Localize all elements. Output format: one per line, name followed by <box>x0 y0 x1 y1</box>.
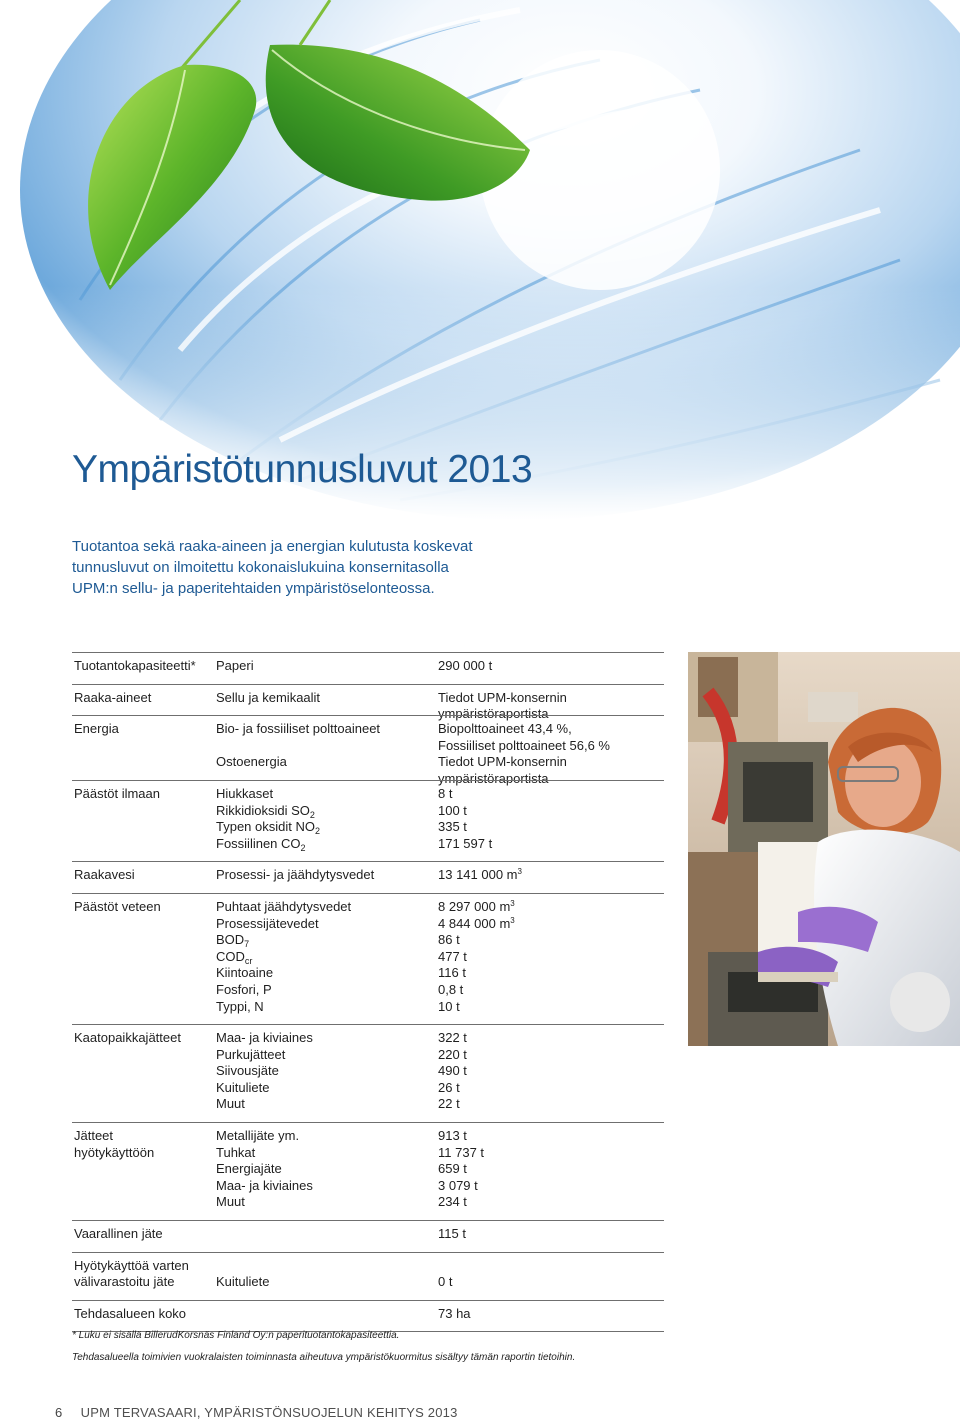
item-value <box>438 738 664 755</box>
lab-worker-illustration <box>688 652 960 1046</box>
item-name-subscript: 2 <box>300 842 306 853</box>
row-values <box>438 1258 664 1291</box>
row-values <box>438 1226 664 1243</box>
item-name-text: Typen oksidit NO <box>216 819 315 835</box>
category-label: välivarastoitu jäte <box>74 1274 175 1290</box>
item-name-subscript: 7 <box>244 939 250 950</box>
row-items <box>216 899 438 1015</box>
page-footer <box>55 1405 458 1420</box>
item-name-text: Prosessi- ja jäähdytysvedet <box>216 867 375 883</box>
intro-line: UPM:n sellu- ja paperitehtaiden ympäristöselonteossa. <box>72 580 435 597</box>
item-value-text: 322 t <box>438 1030 467 1046</box>
item-value <box>438 819 664 836</box>
row-items <box>216 1226 438 1243</box>
table-row <box>72 1252 664 1300</box>
item-name <box>216 982 438 999</box>
item-name <box>216 965 438 982</box>
item-value <box>438 1080 664 1097</box>
item-value <box>438 1030 664 1047</box>
item-value <box>438 1258 664 1275</box>
item-name-text: Hiukkaset <box>216 785 274 801</box>
item-name-text: Kuituliete <box>216 1079 270 1095</box>
item-name <box>216 738 438 755</box>
item-value <box>438 1063 664 1080</box>
item-value <box>438 1047 664 1064</box>
item-value-text: Biopolttoaineet 43,4 %, <box>438 721 572 737</box>
item-value-text: 73 ha <box>438 1305 471 1321</box>
row-items <box>216 658 438 675</box>
item-value-text: 116 t <box>438 965 466 981</box>
indicators-table <box>72 652 664 1332</box>
item-name-subscript: 2 <box>315 826 321 837</box>
item-name <box>216 949 438 966</box>
item-name-text: Energiajäte <box>216 1161 282 1177</box>
row-category <box>74 1306 214 1323</box>
item-value-text: 0,8 t <box>438 981 464 997</box>
item-value <box>438 803 664 820</box>
item-name-text: Ostoenergia <box>216 754 287 770</box>
item-value-text: 234 t <box>438 1194 467 1210</box>
item-name-text: Maa- ja kiviaines <box>216 1177 313 1193</box>
item-name-text: Muut <box>216 1096 245 1112</box>
category-label: Päästöt ilmaan <box>74 785 160 801</box>
item-value-text: 22 t <box>438 1096 460 1112</box>
item-value <box>438 1274 664 1291</box>
item-name <box>216 1128 438 1145</box>
row-values <box>438 1306 664 1323</box>
item-name <box>216 1047 438 1064</box>
item-name-text: Fosfori, P <box>216 981 272 997</box>
row-values <box>438 1128 664 1211</box>
item-value <box>438 1226 664 1243</box>
item-value-text: 11 737 t <box>438 1144 485 1160</box>
item-value <box>438 1194 664 1211</box>
item-name <box>216 1080 438 1097</box>
category-label: Energia <box>74 721 119 737</box>
row-values <box>438 658 664 675</box>
row-category <box>74 658 214 675</box>
item-value <box>438 949 664 966</box>
row-items <box>216 1258 438 1291</box>
item-value-text: Fossiiliset polttoaineet 56,6 % <box>438 737 610 753</box>
item-name <box>216 1258 438 1275</box>
page-title: Ympäristötunnusluvut 2013 <box>72 448 533 491</box>
item-value-text: Tiedot UPM-konsernin <box>438 689 567 705</box>
item-value <box>438 658 664 675</box>
item-value-superscript: 3 <box>510 915 515 925</box>
item-name-text: Paperi <box>216 658 254 673</box>
item-value-text: 290 000 t <box>438 658 493 673</box>
row-items <box>216 867 438 884</box>
item-value-text: ympäristöraportista <box>438 770 549 786</box>
item-value <box>438 916 664 933</box>
category-label: Raakavesi <box>74 867 135 883</box>
footer-text: UPM TERVASAARI, YMPÄRISTÖNSUOJELUN KEHITYS 2013 <box>80 1405 458 1420</box>
item-name <box>216 899 438 916</box>
item-name <box>216 999 438 1016</box>
item-value-text: 3 079 t <box>438 1177 478 1193</box>
item-name-text: Purkujätteet <box>216 1046 286 1062</box>
row-category <box>74 1030 214 1047</box>
item-value-text: 100 t <box>438 802 467 818</box>
row-values <box>438 867 664 884</box>
item-name <box>216 658 438 675</box>
item-name <box>216 836 438 853</box>
item-value <box>438 1128 664 1145</box>
item-value <box>438 932 664 949</box>
table-row <box>72 1024 664 1122</box>
item-name-text: Bio- ja fossiiliset polttoaineet <box>216 721 381 737</box>
item-name-text: Puhtaat jäähdytysvedet <box>216 898 352 914</box>
table-row <box>72 780 664 861</box>
table-row <box>72 861 664 893</box>
item-name <box>216 1194 438 1211</box>
item-name-text: Maa- ja kiviaines <box>216 1030 313 1046</box>
item-name <box>216 786 438 803</box>
item-name <box>216 1145 438 1162</box>
row-values <box>438 721 664 787</box>
item-name <box>216 1178 438 1195</box>
item-value-text: 913 t <box>438 1128 467 1144</box>
item-name <box>216 803 438 820</box>
item-name-text: Sellu ja kemikaalit <box>216 689 321 705</box>
item-value <box>438 1145 664 1162</box>
intro-paragraph <box>72 536 492 599</box>
item-value-text: 115 t <box>438 1226 466 1242</box>
table-row <box>72 893 664 1024</box>
table-row <box>72 652 664 684</box>
item-value-text: Tiedot UPM-konsernin <box>438 754 567 770</box>
item-name-text: Typpi, N <box>216 998 264 1014</box>
laboratory-photo <box>688 652 960 1046</box>
item-name-text: Muut <box>216 1194 245 1210</box>
row-category <box>74 1226 214 1243</box>
item-name <box>216 1274 438 1291</box>
item-name-text: Rikkidioksidi SO <box>216 802 310 818</box>
table-row <box>72 1300 664 1333</box>
item-name <box>216 819 438 836</box>
category-label: Tuotantokapasiteetti* <box>74 658 196 673</box>
item-value <box>438 836 664 853</box>
row-values <box>438 1030 664 1113</box>
item-value <box>438 1096 664 1113</box>
hero-image-birch-leaves <box>0 0 960 520</box>
category-label: Hyötykäyttöä varten <box>74 1257 189 1273</box>
item-name-text: Fossiilinen CO <box>216 835 301 851</box>
category-label: Vaarallinen jäte <box>74 1226 163 1242</box>
row-category <box>74 786 214 803</box>
footnote-tenants: Tehdasalueella toimivien vuokralaisten toiminnasta aiheutuva ympäristökuormitus sisältyy tämän raportin tietoihin. <box>72 1352 576 1363</box>
item-value <box>438 899 664 916</box>
item-name <box>216 1030 438 1047</box>
item-name <box>216 721 438 738</box>
item-value <box>438 965 664 982</box>
item-value-text: 0 t <box>438 1274 453 1290</box>
item-value-text: 335 t <box>438 819 467 835</box>
item-value <box>438 754 664 771</box>
item-value <box>438 982 664 999</box>
row-items <box>216 721 438 771</box>
item-value-superscript: 3 <box>510 898 515 908</box>
item-value-text: 8 297 000 m <box>438 898 511 914</box>
hero-illustration <box>0 0 960 520</box>
item-name <box>216 1161 438 1178</box>
table-row <box>72 1220 664 1252</box>
footnote-capacity: * Luku ei sisällä BillerudKorsnäs Finland Oy:n paperituotantokapasiteettia. <box>72 1330 400 1341</box>
item-name-text: BOD <box>216 932 245 948</box>
row-category <box>74 899 214 916</box>
row-category <box>74 721 214 738</box>
item-name-text: COD <box>216 948 245 964</box>
item-value-text: 477 t <box>438 948 467 964</box>
item-name <box>216 1306 438 1323</box>
item-name <box>216 1063 438 1080</box>
item-value <box>438 1306 664 1323</box>
item-name-text: Siivousjäte <box>216 1063 279 1079</box>
row-values <box>438 899 664 1015</box>
item-name <box>216 932 438 949</box>
item-value <box>438 786 664 803</box>
item-value-text: 26 t <box>438 1079 460 1095</box>
item-name <box>216 754 438 771</box>
intro-line: Tuotantoa sekä raaka-aineen ja energian kulutusta koskevat <box>72 538 473 555</box>
item-name-subscript: 2 <box>309 809 315 820</box>
item-name <box>216 690 438 707</box>
row-items <box>216 690 438 707</box>
item-name <box>216 1226 438 1243</box>
row-items <box>216 786 438 852</box>
item-value-text: 10 t <box>438 998 460 1014</box>
table-row <box>72 715 664 786</box>
table-row <box>72 684 664 722</box>
item-value-superscript: 3 <box>517 867 522 877</box>
item-value-text: 171 597 t <box>438 835 493 851</box>
item-value-text: 659 t <box>438 1161 467 1177</box>
category-label: Jätteet <box>74 1128 114 1144</box>
item-value <box>438 1161 664 1178</box>
item-name <box>216 867 438 884</box>
item-name-text: Kiintoaine <box>216 965 274 981</box>
item-value-text: 4 844 000 m <box>438 915 511 931</box>
item-name-text: Prosessijätevedet <box>216 915 319 931</box>
item-value <box>438 999 664 1016</box>
item-name-text: Tuhkat <box>216 1144 256 1160</box>
row-items <box>216 1128 438 1211</box>
row-items <box>216 1306 438 1323</box>
item-value <box>438 721 664 738</box>
row-category <box>74 690 214 707</box>
category-label: Päästöt veteen <box>74 898 161 914</box>
item-value-text: ympäristöraportista <box>438 706 549 722</box>
row-values <box>438 786 664 852</box>
item-value-text: 490 t <box>438 1063 467 1079</box>
row-category <box>74 1128 214 1161</box>
item-value <box>438 867 664 884</box>
item-value-text: 86 t <box>438 932 460 948</box>
category-label: Kaatopaikkajätteet <box>74 1030 181 1046</box>
item-name <box>216 1096 438 1113</box>
row-category <box>74 1258 214 1291</box>
category-label: Raaka-aineet <box>74 689 152 705</box>
category-label: hyötykäyttöön <box>74 1144 155 1160</box>
item-value <box>438 1178 664 1195</box>
item-name-text: Metallijäte ym. <box>216 1128 300 1144</box>
page-number: 6 <box>55 1405 63 1420</box>
item-value-text: 220 t <box>438 1046 467 1062</box>
row-category <box>74 867 214 884</box>
row-items <box>216 1030 438 1113</box>
intro-line: tunnusluvut on ilmoitettu kokonaislukuina konsernitasolla <box>72 559 449 576</box>
category-label: Tehdasalueen koko <box>74 1305 187 1321</box>
item-name-text: Kuituliete <box>216 1274 270 1290</box>
item-name-subscript: cr <box>244 955 253 966</box>
item-value-text: 13 141 000 m <box>438 867 518 883</box>
item-value-text: 8 t <box>438 785 453 801</box>
table-row <box>72 1122 664 1220</box>
item-name <box>216 916 438 933</box>
item-value <box>438 690 664 707</box>
